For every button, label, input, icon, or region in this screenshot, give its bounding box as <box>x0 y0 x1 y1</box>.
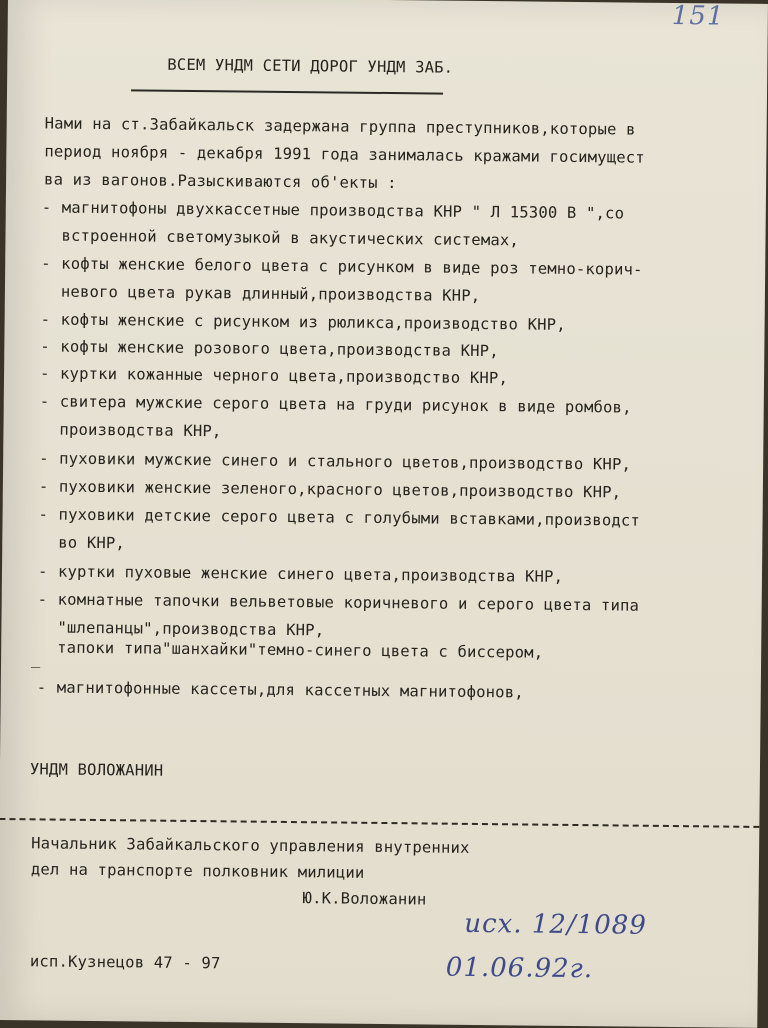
list-item-text: кофты женские с рисунком из рюликса,производство КНР, <box>60 310 566 334</box>
list-item-text: пуховики детские серого цвета с голубыми вставками,производст <box>58 505 641 530</box>
list-bullet: - <box>40 337 50 356</box>
body-line: Нами на ст.Забайкальск задержана группа преступников,которые в <box>44 114 636 139</box>
list-item-text: магнитофоны двухкассетные производства КНР " Л 15300 В ",со <box>61 198 625 223</box>
heading-underline <box>131 89 443 94</box>
list-bullet: - <box>38 477 49 496</box>
list-bullet: - <box>41 198 52 217</box>
list-item-text: "шлепанцы",производства КНР, <box>57 618 325 640</box>
list-item-text: комнатные тапочки вельветовые коричневого и серого цвета типа <box>57 590 640 615</box>
handwritten-reference: исх. 12/1089 <box>464 908 647 941</box>
document-heading: ВСЕМ УНДМ СЕТИ ДОРОГ УНДМ ЗАБ. <box>167 55 454 77</box>
list-bullet: - <box>36 678 47 697</box>
list-bullet: _ <box>30 650 41 669</box>
list-bullet: - <box>38 505 49 524</box>
signature-line: УНДМ ВОЛОЖАНИН <box>29 760 164 780</box>
page-number: 151 <box>671 0 725 32</box>
footer-signatory: Ю.К.Воложанин <box>302 889 427 909</box>
list-item-text: пуховики мужские синего и стального цветов,производство КНР, <box>59 449 632 474</box>
list-item-text: куртки пуховые женские синего цвета,производства КНР, <box>57 562 564 586</box>
list-bullet: - <box>39 364 50 383</box>
executor-line: исп.Кузнецов 47 - 97 <box>29 952 221 973</box>
dashed-divider <box>0 818 759 828</box>
footer-line: Начальник Забайкальского управления внутренних <box>31 834 470 857</box>
list-item-text: свитера мужские серого цвета на груди рисунок в виде ромбов, <box>59 392 632 417</box>
list-item-text: встроенной светомузыкой в акустических системах, <box>61 226 520 250</box>
list-item-text: кофты женские белого цвета с рисунком в виде роз темно-корич- <box>61 254 643 279</box>
list-item-text: пуховики женские зеленого,красного цветов,производство КНР, <box>58 477 622 502</box>
list-item-text: магнитофонные кассеты,для кассетных магнитофонов, <box>56 678 524 702</box>
body-line: ва из вагонов.Разыскиваются об'екты : <box>44 170 397 193</box>
handwritten-date: 01.06.92г. <box>445 952 594 985</box>
list-item-text: куртки кожанные черного цвета,производство КНР, <box>59 364 509 388</box>
list-item-text: тапоки типа"шанхайки"темно-синего цвета с биссером, <box>57 638 544 662</box>
list-bullet: - <box>39 449 49 468</box>
list-item-text: во КНР, <box>58 533 126 553</box>
list-bullet: - <box>37 590 48 609</box>
footer-line: дел на транспорте полковник милиции <box>30 860 365 882</box>
list-bullet: - <box>40 310 51 329</box>
list-bullet: - <box>37 562 48 581</box>
list-item-text: производства КНР, <box>59 420 222 441</box>
list-item-text: кофты женские розового цвета,производства КНР, <box>60 337 499 361</box>
list-item-text: невого цвета рукав длинный,производства КНР, <box>60 282 481 305</box>
list-bullet: - <box>41 254 51 273</box>
list-bullet: - <box>39 392 50 411</box>
body-line: период ноября - декабря 1991 года занималась кражами госимущест <box>44 142 645 167</box>
